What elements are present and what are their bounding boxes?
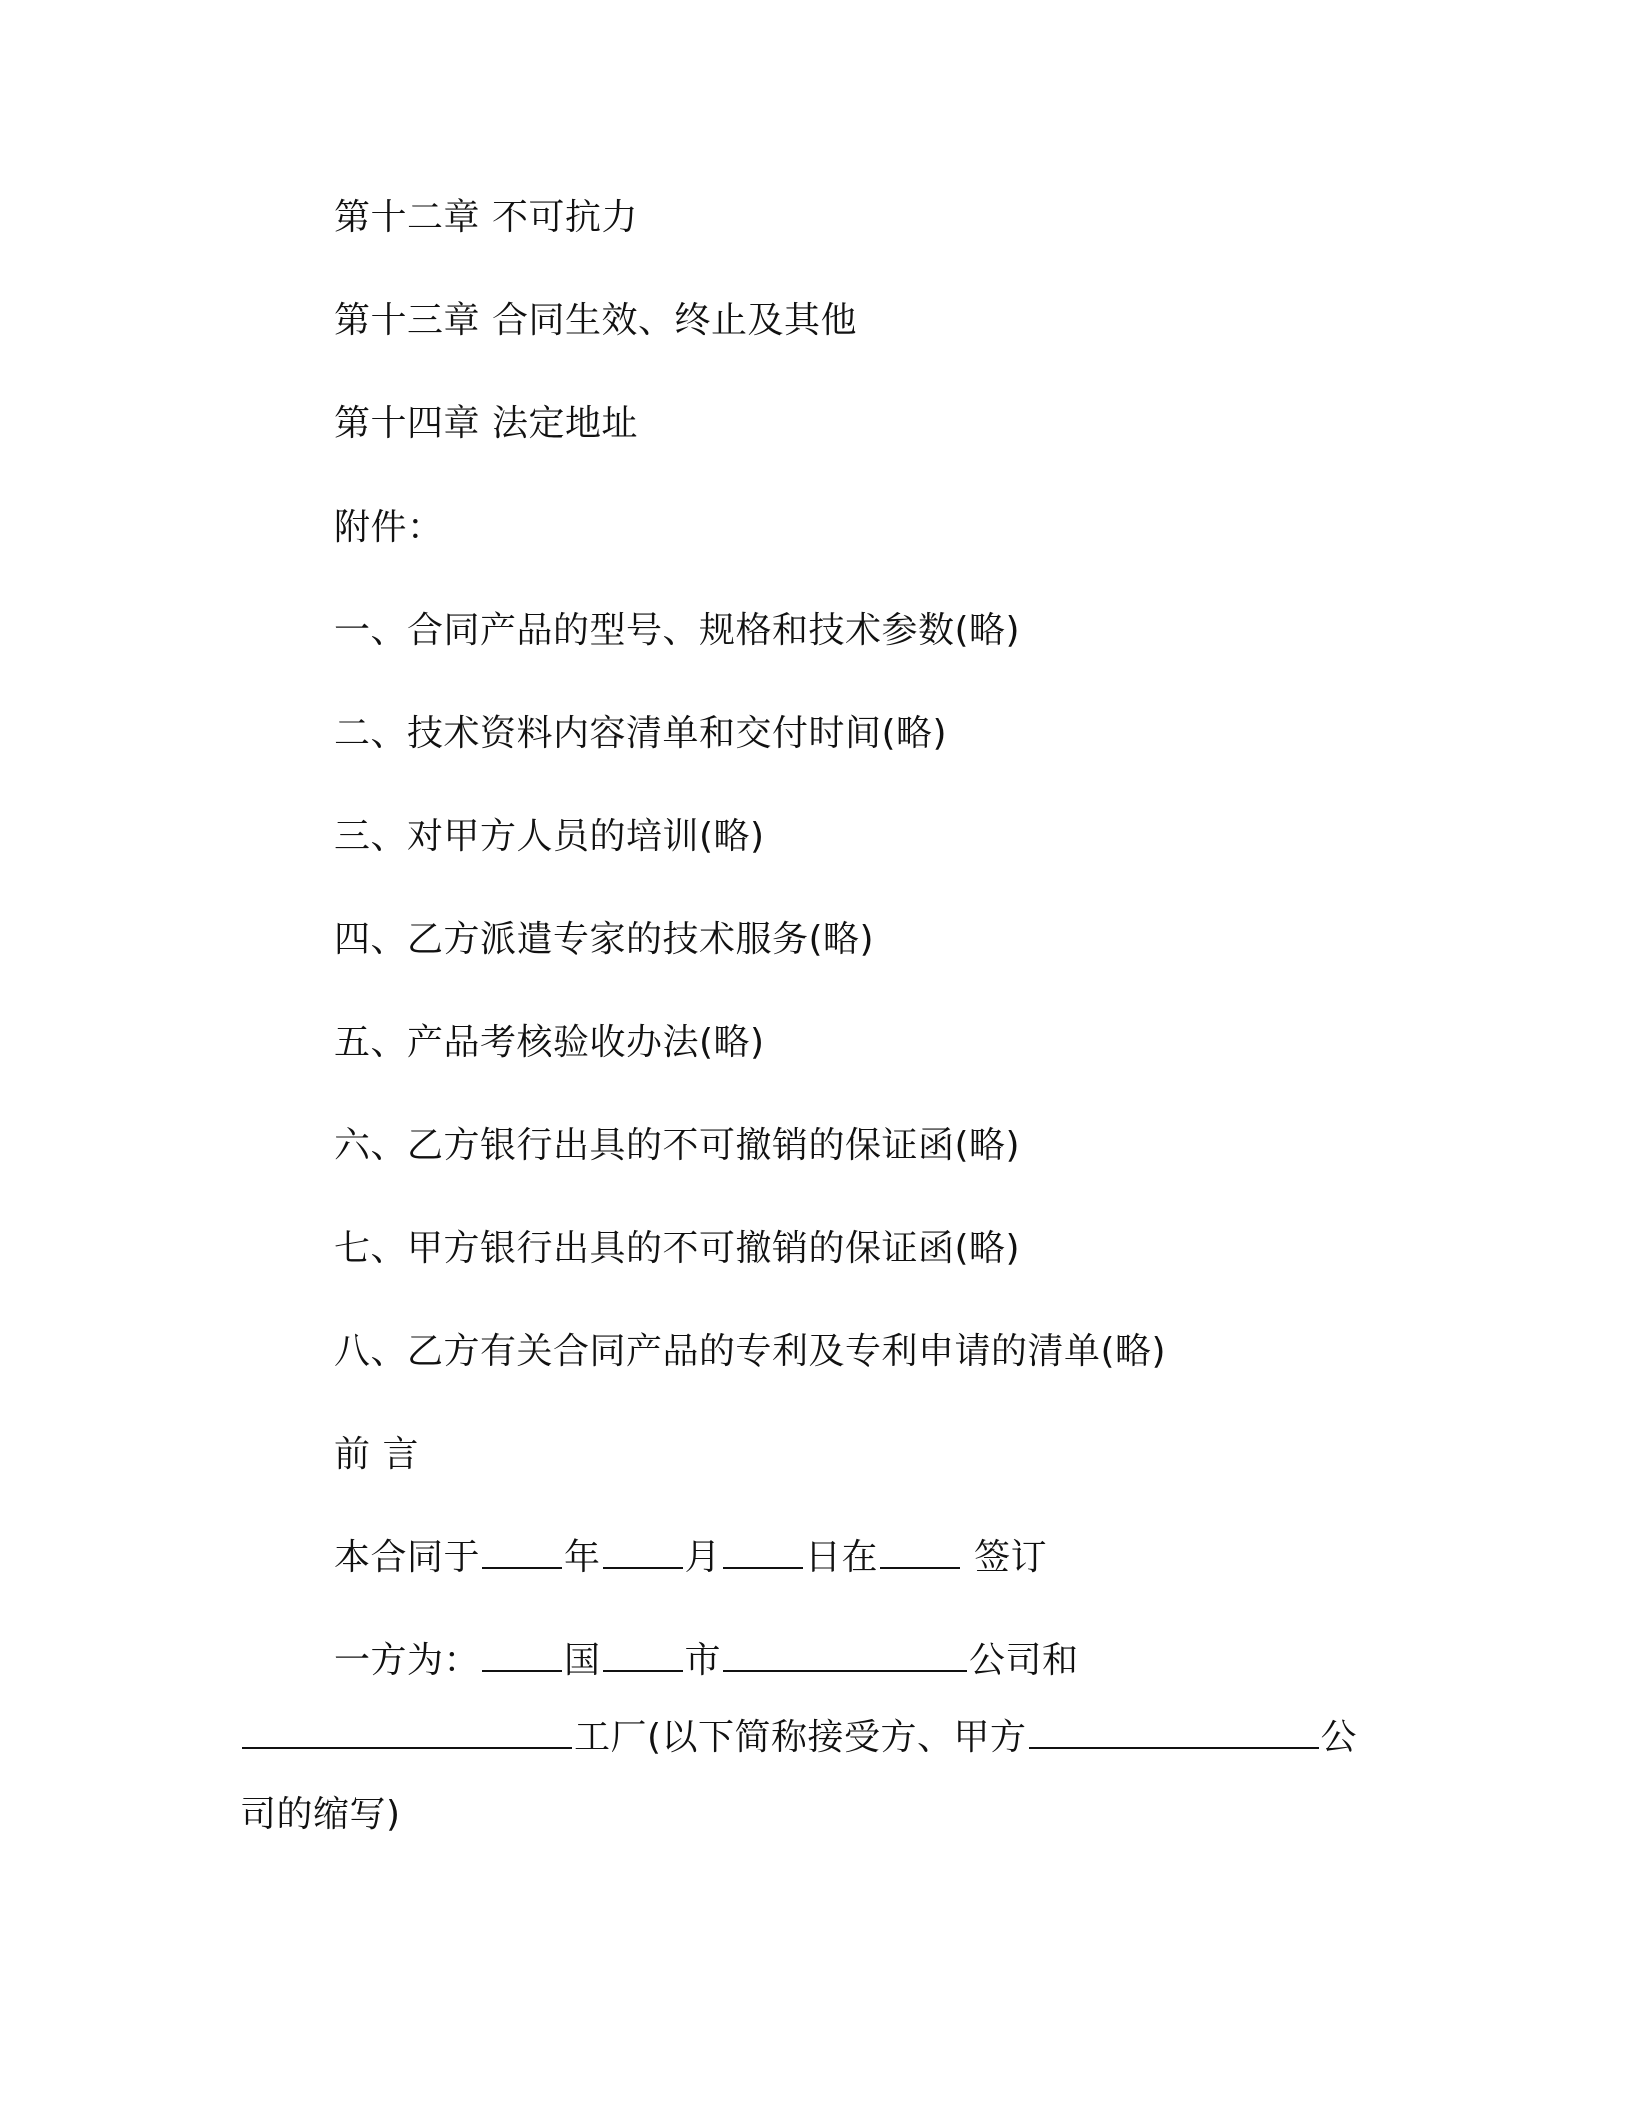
signing-suffix: 签订 [974,1537,1048,1578]
party-line [334,1637,1079,1685]
signing-line [334,1534,1047,1582]
chapter-number: 第十二章 [334,197,481,238]
signing-prefix: 本合同于 [334,1537,481,1578]
attachment-item-5: 五、产品考核验收办法(略) [334,1022,765,1063]
attachment-item-1: 一、合同产品的型号、规格和技术参数(略) [334,610,1021,651]
chapter-13 [334,297,857,345]
factory-text: 工厂(以下简称接受方、甲方 [574,1717,1027,1758]
preface-heading: 前 言 [334,1434,419,1475]
factory-line [240,1714,1357,1762]
abbreviation-blank [1029,1717,1319,1749]
attachment-item-2: 二、技术资料内容清单和交付时间(略) [334,713,948,754]
day-label: 日在 [805,1537,879,1578]
attachment-item-6: 六、乙方银行出具的不可撤销的保证函(略) [334,1125,1021,1166]
chapter-number: 第十四章 [334,403,481,444]
chapter-title: 不可抗力 [492,197,639,238]
attachment-item-7: 七、甲方银行出具的不可撤销的保证函(略) [334,1228,1021,1269]
attachment-item-4: 四、乙方派遣专家的技术服务(略) [334,919,875,960]
chapter-title: 法定地址 [492,403,639,444]
year-label: 年 [564,1537,601,1578]
attachment-item-3: 三、对甲方人员的培训(略) [334,816,765,857]
day-blank [723,1537,803,1569]
chapter-number: 第十三章 [334,300,481,341]
gong-char: 公 [1320,1717,1358,1758]
chapter-title: 合同生效、终止及其他 [492,300,858,341]
chapter-14 [334,400,638,448]
city-blank [603,1640,683,1672]
attachments-heading: 附件： [334,507,444,548]
country-blank [482,1640,562,1672]
month-label: 月 [684,1537,722,1578]
city-label: 市 [684,1640,722,1681]
company-and-label: 公司和 [969,1640,1079,1681]
country-label: 国 [564,1640,601,1681]
chapter-12 [334,194,638,242]
year-blank [482,1537,562,1569]
month-blank [603,1537,683,1569]
factory-blank [242,1717,572,1749]
place-blank [880,1537,960,1569]
party-prefix: 一方为： [334,1640,481,1681]
company-blank [723,1640,967,1672]
continuation-line: 司的缩写) [240,1794,401,1835]
attachment-item-8: 八、乙方有关合同产品的专利及专利申请的清单(略) [334,1331,1167,1372]
